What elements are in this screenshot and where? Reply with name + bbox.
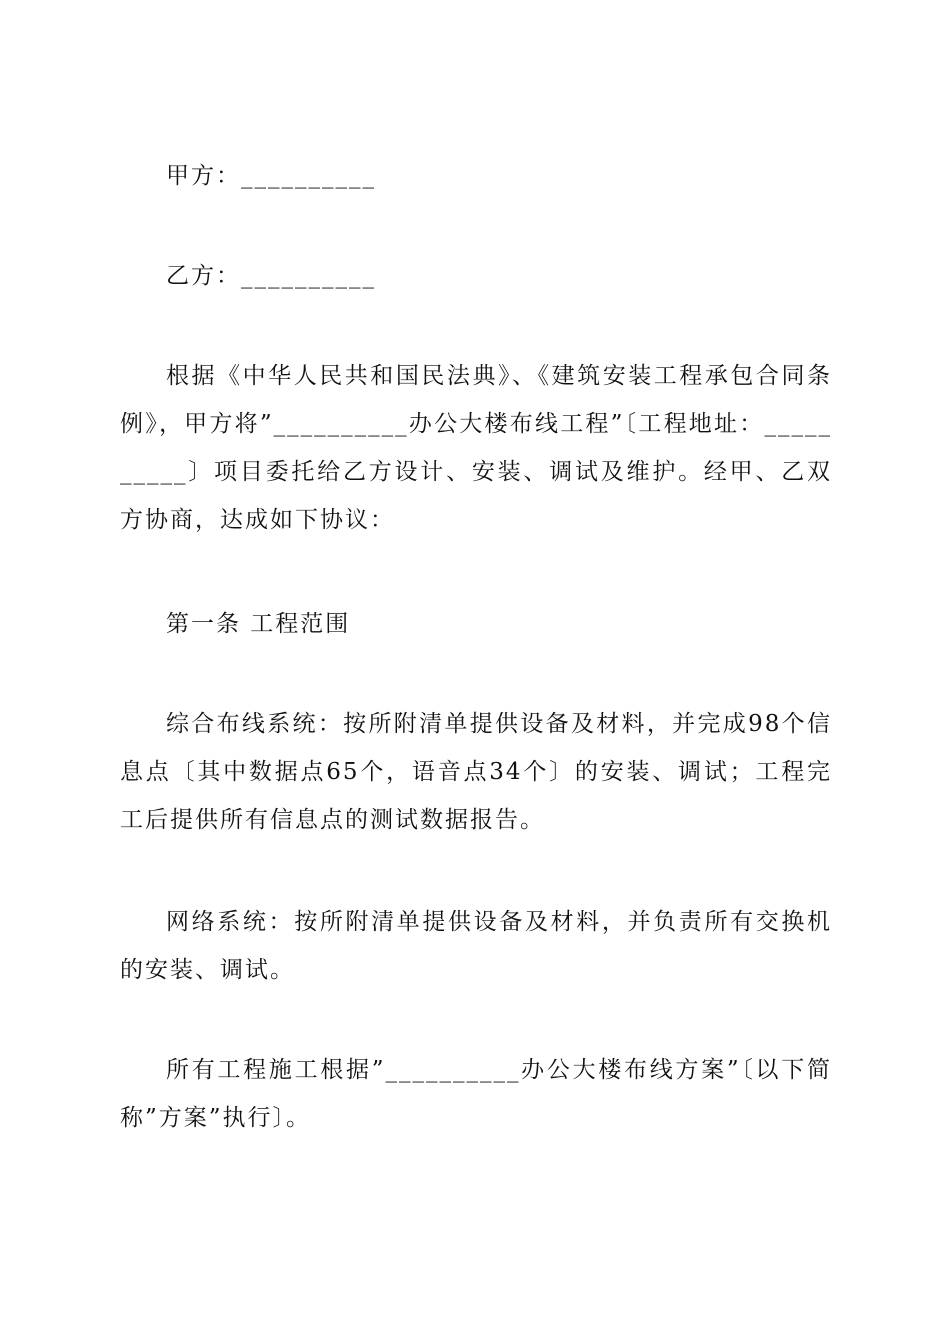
party-b-line: 乙方：__________ (166, 263, 376, 289)
network-system-paragraph: 网络系统：按所附清单提供设备及材料，并负责所有交换机的安装、调试。 (120, 909, 832, 983)
article-1-heading: 第一条 工程范围 (166, 611, 351, 637)
construction-plan-paragraph: 所有工程施工根据”__________办公大楼布线方案”〔以下简称”方案”执行〕。 (120, 1057, 832, 1131)
cabling-system-paragraph: 综合布线系统：按所附清单提供设备及材料，并完成98个信息点〔其中数据点65个，语音点34个〕的安装、调试；工程完工后提供所有信息点的测试数据报告。 (120, 711, 832, 833)
party-a-line: 甲方：__________ (166, 163, 376, 189)
intro-paragraph: 根据《中华人民共和国民法典》、《建筑安装工程承包合同条例》，甲方将”__________办公大楼布线工程”〔工程地址：__________〕项目委托给乙方设计、安装、调试及维护。经甲、乙双方协商，达成如下协议： (120, 363, 832, 533)
